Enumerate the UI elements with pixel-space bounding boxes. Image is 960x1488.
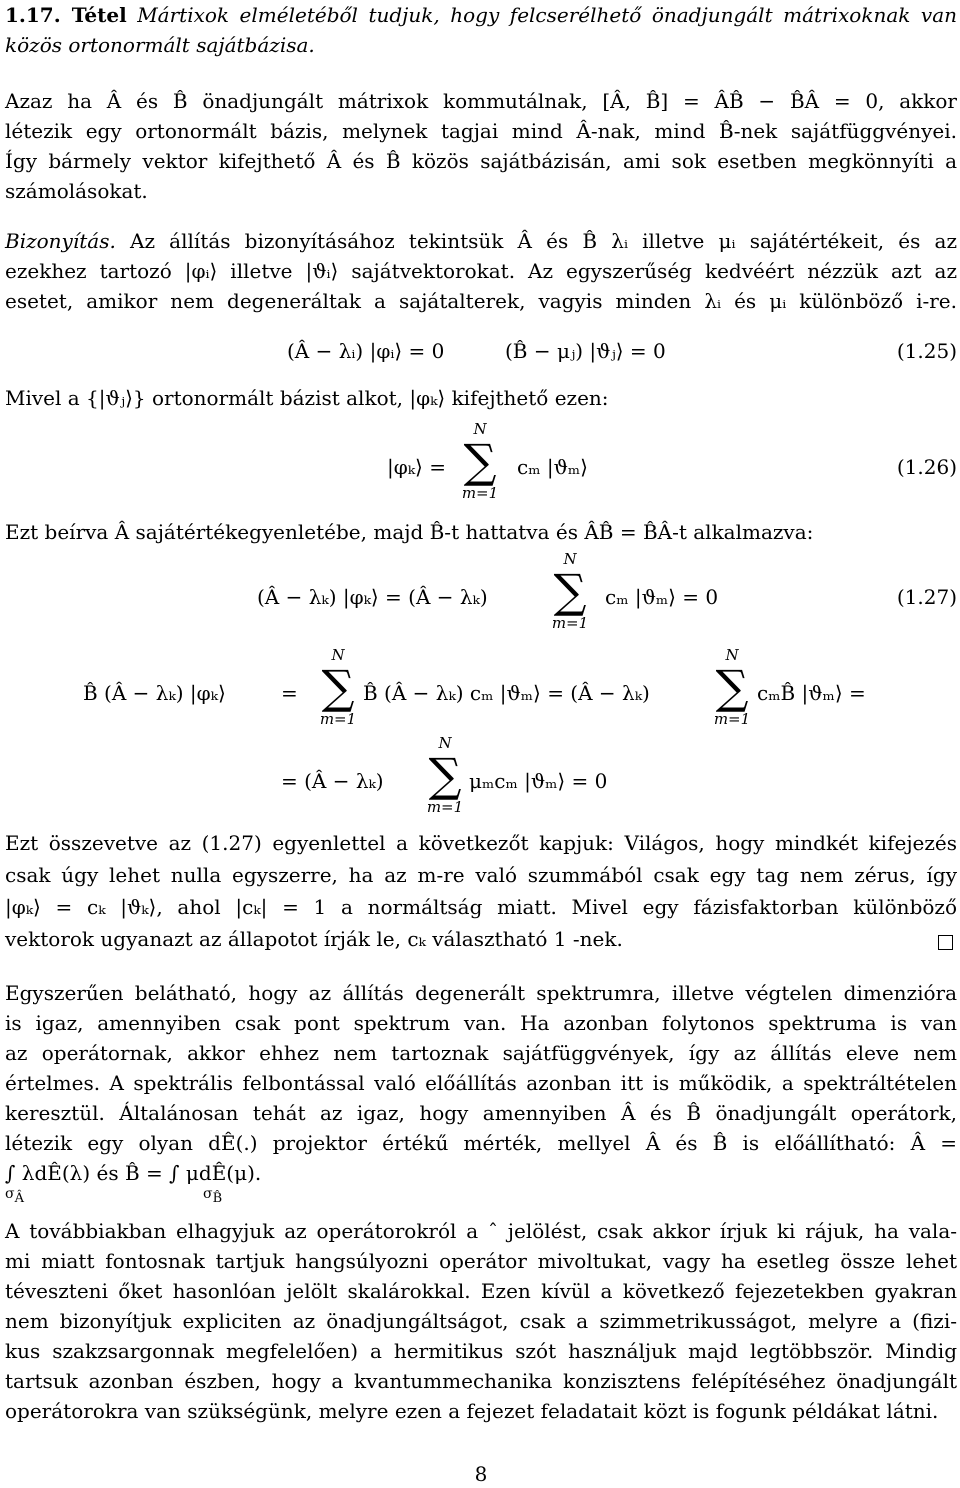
page-number: 8: [474, 1462, 488, 1486]
eq-1-25-right: (B̂ − μⱼ) |ϑⱼ⟩ = 0: [505, 339, 666, 363]
proof-conclusion-2: csak úgy lehet nulla egyszerre, ha az m-re való szummából csak egy tag nem zérus, így: [5, 863, 957, 887]
para3-line-4: nem bizonyítjuk expliciten az önadjungáltságot, csak a szimmetrikusságot, melyre a (fizi-: [5, 1309, 957, 1333]
eq-1-26-rhs: cₘ |ϑₘ⟩: [517, 455, 588, 479]
eq-1-27-number: (1.27): [896, 585, 957, 609]
para2-line-4: értelmes. A spektrális felbontással való előállítás azonban itt is működik, a spektráltételen: [5, 1071, 957, 1095]
proof-conclusion-1: Ezt összevetve az (1.27) egyenlettel a következőt kapjuk: Világos, hogy mindkét kifejezés: [5, 831, 957, 855]
integral-domain-a: [5, 1184, 24, 1209]
para2-line-3: az operátornak, akkor ehhez nem tartoznak sajátfüggvények, így az állítás eleve nem: [5, 1041, 957, 1065]
eq-b-sum-1: [308, 646, 368, 728]
sum-upper-limit: N: [563, 550, 577, 568]
theorem-para-line-1: Azaz ha Â és B̂ önadjungált mátrixok kommutálnak, [Â, B̂] = ÂB̂ − B̂Â = 0, akkor: [5, 89, 957, 113]
proof-label: Bizonyítás.: [5, 229, 116, 253]
sum-lower-limit: m=1: [319, 710, 357, 728]
para2-line-5: keresztül. Általánosan tehát az igaz, hogy amennyiben Â és B̂ önadjungált operátork,: [5, 1101, 957, 1125]
proof-line-1-text: Az állítás bizonyításához tekintsük Â és B̂ λᵢ illetve μᵢ sajátértékeit, és az: [130, 229, 957, 253]
sum-sigma-symbol: ∑: [428, 748, 462, 802]
eq-1-26-sum: [450, 420, 510, 502]
eq-b-equals-2: = (Â − λₖ): [281, 769, 384, 793]
para3-line-6: tartsuk azonban észben, hogy a kvantummechanika konzisztens felépítéséhez önadjungált: [5, 1369, 957, 1393]
eq-1-27-rhs: cₘ |ϑₘ⟩ = 0: [605, 585, 719, 609]
qed-square-icon: [938, 935, 953, 950]
theorem-para-line-4: számolásokat.: [5, 179, 148, 203]
sum-sigma-symbol: ∑: [553, 564, 587, 618]
para3-line-1: A továbbiakban elhagyjuk az operátorokról a ˆ jelölést, csak akkor írjuk ki rájuk, ha vala-: [5, 1219, 957, 1243]
sum-lower-limit: m=1: [713, 710, 751, 728]
sum-lower-limit: m=1: [461, 484, 499, 502]
theorem-line-1: [5, 0, 957, 30]
document-page: [5, 0, 957, 1488]
eq-b-end: μₘcₘ |ϑₘ⟩ = 0: [469, 769, 608, 793]
proof-conclusion-4: vektorok ugyanazt az állapotot írják le, cₖ választható 1 -nek.: [5, 927, 623, 951]
sum-sigma-symbol: ∑: [463, 434, 497, 488]
sum-sigma-symbol: ∑: [715, 660, 749, 714]
theorem-para-line-3: Így bármely vektor kifejthető Â és B̂ közös sajátbázisán, ami sok esetben megkönnyíti a: [5, 149, 957, 173]
para3-line-7: operátorokra van szükségünk, melyre ezen a fejezet feladatait közt is fogunk példákat látni.: [5, 1399, 939, 1423]
sum-upper-limit: N: [725, 646, 739, 664]
sigma-b: σ: [203, 1186, 213, 1202]
eq-1-26-lhs: |φₖ⟩ =: [387, 455, 446, 479]
eq-b-sum-2: [702, 646, 762, 728]
para2-line-7: ∫ λdÊ(λ) és B̂ = ∫ μdÊ(μ).: [5, 1161, 262, 1185]
eq-1-27-sum: [540, 550, 600, 632]
proof-conclusion-3: |φₖ⟩ = cₖ |ϑₖ⟩, ahol |cₖ| = 1 a normáltság miatt. Mivel egy fázisfaktorban különböző: [5, 895, 957, 919]
proof-line-3: esetet, amikor nem degeneráltak a sajátalterek, vagyis minden λᵢ és μᵢ különböző i-re.: [5, 289, 957, 313]
sum-lower-limit: m=1: [426, 798, 464, 816]
proof-line-2: ezekhez tartozó |φᵢ⟩ illetve |ϑᵢ⟩ sajátvektorokat. Az egyszerűség kedvéért nézzük azt az: [5, 259, 957, 283]
para3-line-3: téveszteni őket hasonlóan jelölt skalárokkal. Ezen kívül a következő fejezetekben gyakran: [5, 1279, 957, 1303]
sum-lower-limit: m=1: [551, 614, 589, 632]
para2-line-6: létezik egy olyan dÊ(.) projektor értékű mérték, mellyel Â és B̂ is előállítható: Â =: [5, 1131, 957, 1155]
eq-b-mid-2: cₘB̂ |ϑₘ⟩ =: [757, 681, 866, 705]
para3-line-2: mi miatt fontosnak tartjuk hangsúlyozni operátor mivoltukat, vagy ha esetleg össze lehet: [5, 1249, 957, 1273]
para2-line-2: is igaz, amennyiben csak pont spektrum van. Ha azonban folytonos spektruma is van: [5, 1011, 957, 1035]
proof-line-1: [5, 226, 957, 256]
eq-b-mid-1: B̂ (Â − λₖ) cₘ |ϑₘ⟩ = (Â − λₖ): [363, 681, 650, 705]
integral-domain-b: [203, 1184, 222, 1209]
sigma-a-sub: Â: [14, 1190, 24, 1206]
sum-upper-limit: N: [473, 420, 487, 438]
eq-1-25-number: (1.25): [896, 339, 957, 363]
eq-1-26-number: (1.26): [896, 455, 957, 479]
sum-sigma-symbol: ∑: [321, 660, 355, 714]
eq-b-lhs: B̂ (Â − λₖ) |φₖ⟩: [83, 681, 226, 705]
para2-line-1: Egyszerűen belátható, hogy az állítás degenerált spektrumra, illetve végtelen dimenzióra: [5, 981, 957, 1005]
theorem-statement-1: Mártixok elméletéből tudjuk, hogy felcserélhető önadjungált mátrixoknak van: [137, 3, 957, 27]
sum-upper-limit: N: [331, 646, 345, 664]
theorem-number: 1.17. Tétel: [5, 3, 127, 27]
sigma-b-sub: B̂: [212, 1190, 223, 1206]
sigma-a: σ: [5, 1186, 15, 1202]
sum-upper-limit: N: [438, 734, 452, 752]
para3-line-5: kus szakzsargonnak megfelelően) a hermitikus szót használjuk majd legtöbbször. Mindig: [5, 1339, 957, 1363]
eq-b-sum-3: [415, 734, 475, 816]
eq-b-equals-1: =: [281, 681, 298, 705]
theorem-statement-2: közös ortonormált sajátbázisa.: [5, 33, 315, 57]
theorem-para-line-2: létezik egy ortonormált bázis, melynek tagjai mind Â-nak, mind B̂-nek sajátfüggvényei.: [5, 119, 957, 143]
proof-line-5: Ezt beírva Â sajátértékegyenletébe, majd B̂-t hattatva és ÂB̂ = B̂Â-t alkalmazva:: [5, 520, 814, 544]
eq-1-25-left: (Â − λᵢ) |φᵢ⟩ = 0: [287, 339, 445, 363]
eq-1-27-lhs: (Â − λₖ) |φₖ⟩ = (Â − λₖ): [257, 585, 488, 609]
proof-line-4: Mivel a {|ϑⱼ⟩} ortonormált bázist alkot, |φₖ⟩ kifejthető ezen:: [5, 386, 609, 410]
